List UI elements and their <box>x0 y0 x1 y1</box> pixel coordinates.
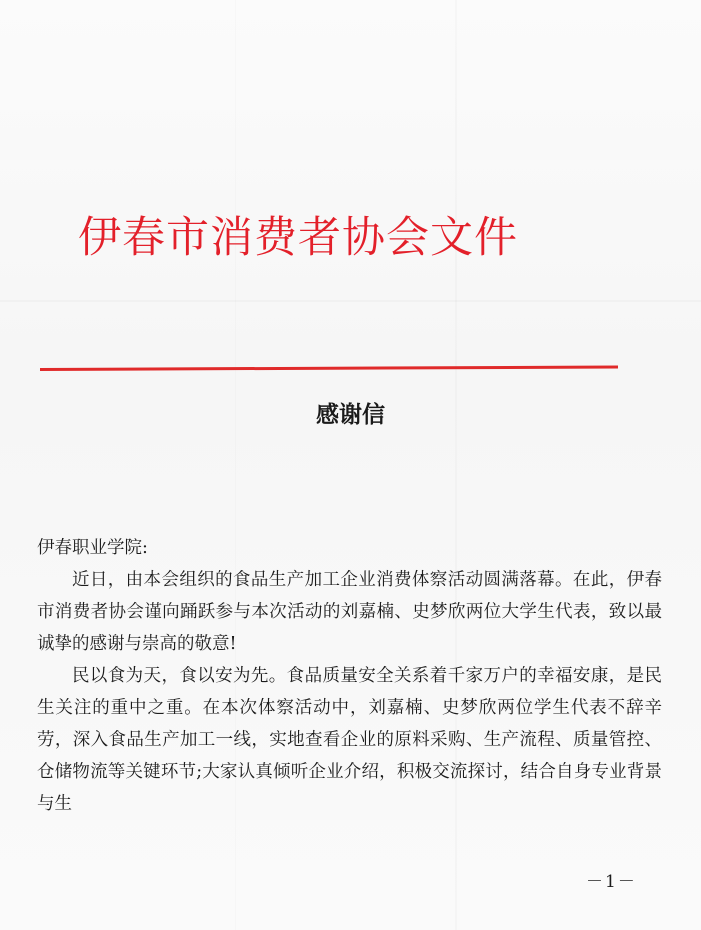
paper-fold-horizontal <box>0 300 701 302</box>
paragraph-1: 近日，由本会组织的食品生产加工企业消费体察活动圆满落幕。在此，伊春市消费者协会谨向踊跃参与本次活动的刘嘉楠、史梦欣两位大学生代表，致以最诚挚的感谢与崇高的敬意! <box>37 570 662 654</box>
document-title: 感谢信 <box>316 402 385 428</box>
red-separator-line <box>40 365 618 371</box>
letterhead-title: 伊春市消费者协会文件 <box>78 213 518 263</box>
letter-body <box>37 530 662 820</box>
salutation: 伊春职业学院: <box>37 538 148 558</box>
page-number: －1－ <box>586 872 637 892</box>
paragraph-2: 民以食为天，食以安为先。食品质量安全关系着千家万户的幸福安康，是民生关注的重中之重。在本次体察活动中，刘嘉楠、史梦欣两位学生代表不辞辛劳，深入食品生产加工一线，实地查看企业的原料采购、生产流程、质量管控、仓储物流等关键环节;大家认真倾听企业介绍，积极交流探讨，结合自身专业背景与生 <box>37 666 662 814</box>
